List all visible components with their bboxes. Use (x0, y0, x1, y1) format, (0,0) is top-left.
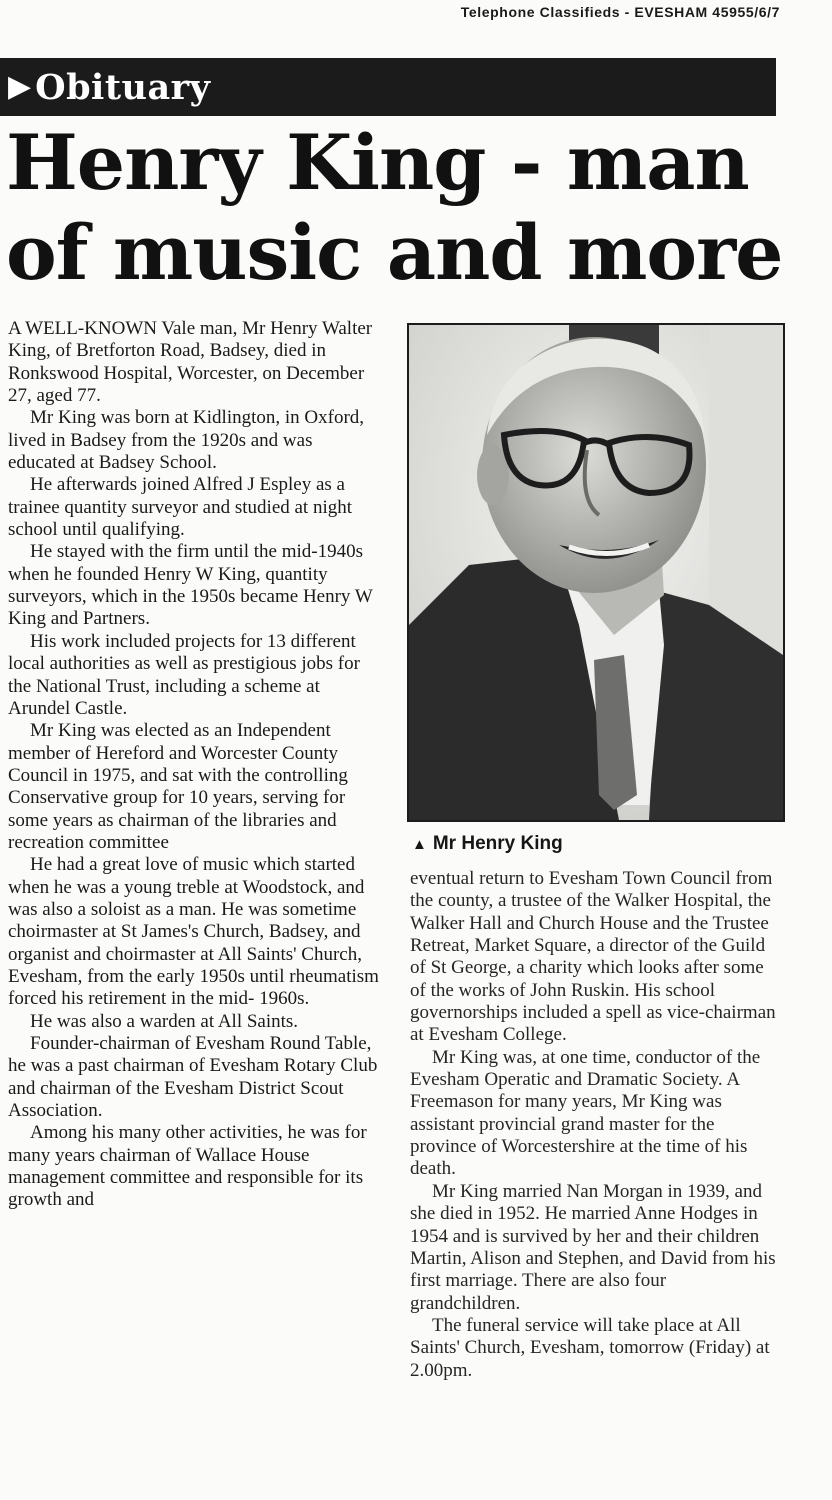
paragraph: eventual return to Evesham Town Council from the county, a trustee of the Walker Hospital, the Walker Hall and Church House and the Trustee Retreat, Market Square, a director of the Guild of St George, a charity which looks after some of the works of John Ruskin. His school governorships included a spell as vice-chairman at Evesham College. (410, 868, 776, 1046)
section-banner (0, 58, 776, 116)
triangle-right-icon: ▶ (8, 70, 32, 103)
paragraph: Mr King married Nan Morgan in 1939, and she died in 1952. He married Anne Hodges in 1954 and is survived by her and their children Martin, Alison and Stephen, and David from his first marriage. There are also four grandchildren. (410, 1180, 776, 1314)
paragraph: Founder-chairman of Evesham Round Table, he was a past chairman of Evesham Rotary Club and chairman of the Evesham District Scout Association. (8, 1033, 378, 1122)
paragraph: He was also a warden at All Saints. (30, 1010, 299, 1032)
article-column-right (410, 868, 776, 1382)
photo-caption (412, 833, 563, 855)
paragraph: Mr King was elected as an Independent member of Hereford and Worcester County Council in 1975, and sat with the controlling Conservative group for 10 years, serving for some years as chairman of the libraries and recreation committee (8, 720, 348, 853)
paragraph: Mr King was born at Kidlington, in Oxford, lived in Badsey from the 1920s and was educated at Badsey School. (8, 407, 365, 474)
paragraph: He stayed with the firm until the mid-1940s when he founded Henry W King, quantity surveyors, which in the 1950s became Henry W King and Partners. (8, 541, 373, 630)
paragraph: His work included projects for 13 different local authorities as well as prestigious jobs for the National Trust, including a scheme at Arundel Castle. (8, 630, 360, 719)
paragraph: Among his many other activities, he was for many years chairman of Wallace House management committee and responsible for its growth and (8, 1122, 367, 1211)
newspaper-source-line: Telephone Classifieds - EVESHAM 45955/6/7 (460, 4, 780, 20)
paragraph: The funeral service will take place at All Saints' Church, Evesham, tomorrow (Friday) at 2.00pm. (410, 1314, 770, 1381)
article-headline: Henry King - man of music and more (6, 118, 783, 297)
caption-text: Mr Henry King (432, 833, 563, 854)
section-label: Obituary (35, 66, 211, 108)
paragraph: Mr King was, at one time, conductor of the Evesham Operatic and Dramatic Society. A Freemason for many years, Mr King was assistant provincial grand master for the province of Worcestershire at the time of his death. (410, 1046, 761, 1180)
portrait-illustration (409, 325, 783, 820)
paragraph: He afterwards joined Alfred J Espley as a trainee quantity surveyor and studied at night school until qualifying. (8, 474, 353, 541)
portrait-photo (407, 323, 785, 822)
paragraph: A WELL-KNOWN Vale man, Mr Henry Walter King, of Bretforton Road, Badsey, died in Ronkswood Hospital, Worcester, on December 27, aged 77. (8, 318, 373, 407)
article-column-left (8, 318, 382, 1212)
triangle-up-icon: ▲ (412, 835, 427, 853)
paragraph: He had a great love of music which started when he was a young treble at Woodstock, and was also a soloist as a man. He was sometime choirmaster at St James's Church, Badsey, and organist and choirmaster at All Saints' Church, Evesham, from the early 1950s until rheumatism forced his retirement in the mid- 1960s. (8, 854, 379, 1010)
